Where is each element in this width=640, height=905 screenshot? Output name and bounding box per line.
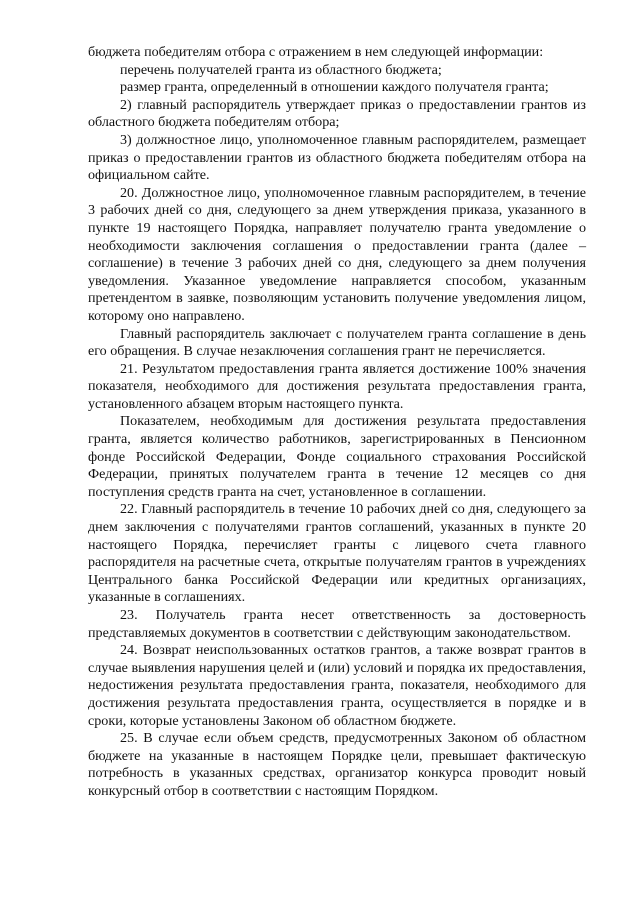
paragraph-clause-24: 24. Возврат неиспользованных остатков грантов, а также возврат грантов в случае выявления нарушения целей и (или) условий и порядка их предоставления, недостижения результата предоставления гранта, показателя, необходимого для достижения результата предоставления гранта, осуществляется в порядке и в сроки, которые установлены Законом об областном бюджете. bbox=[88, 642, 586, 729]
paragraph-clause-21: 21. Результатом предоставления гранта является достижение 100% значения показателя, необходимого для достижения результата предоставления гранта, установленного абзацем вторым настоящего пункта. bbox=[88, 360, 586, 412]
paragraph-clause-22: 22. Главный распорядитель в течение 10 рабочих дней со дня, следующего за днем заключения с получателями грантов соглашений, указанных в пункте 20 настоящего Порядка, перечисляет гранты с лицевого счета главного распорядителя на расчетные счета, открытые получателям грантов в учреждениях Центрального банка Российской Федерации или кредитных организациях, указанные в соглашениях. bbox=[88, 501, 586, 606]
paragraph-clause-20: 20. Должностное лицо, уполномоченное главным распорядителем, в течение 3 рабочих дней со дня, следующего за днем утверждения приказа, указанного в пункте 19 настоящего Порядка, направляет получателю гранта уведомление о необходимости заключения соглашения о предоставлении гранта (далее – соглашение) в течение 3 рабочих дней со дня, следующего за днем получения уведомления. Указанное уведомление направляется способом, указанным претендентом в заявке, позволяющим установить получение уведомления лицом, которому оно направлено. bbox=[88, 184, 586, 324]
paragraph-list-recipients: перечень получателей гранта из областного бюджета; bbox=[120, 61, 442, 78]
paragraph-grant-size: размер гранта, определенный в отношении каждого получателя гранта; bbox=[120, 79, 549, 96]
paragraph-clause-20-agreement: Главный распорядитель заключает с получателем гранта соглашение в день его обращения. В случае незаключения соглашения грант не перечисляется. bbox=[88, 325, 586, 360]
paragraph-item-2: 2) главный распорядитель утверждает приказ о предоставлении грантов из областного бюджета победителям отбора; bbox=[88, 96, 586, 131]
paragraph-clause-23: 23. Получатель гранта несет ответственность за достоверность представляемых документов в соответствии с действующим законодательством. bbox=[88, 607, 586, 641]
document-page bbox=[88, 44, 586, 801]
paragraph-continuation: бюджета победителям отбора с отражением в нем следующей информации: bbox=[88, 44, 544, 60]
paragraph-clause-21-indicator: Показателем, необходимым для достижения результата предоставления гранта, является количество работников, зарегистрированных в Пенсионном фонде Российской Федерации, Фонде социального страхования Российской Федерации, принятых получателем гранта в течение 12 месяцев со дня поступления средств гранта на счет, установленное в соглашении. bbox=[88, 413, 586, 500]
paragraph-item-3: 3) должностное лицо, уполномоченное главным распорядителем, размещает приказ о предоставлении грантов из областного бюджета победителям отбора на официальном сайте. bbox=[88, 131, 586, 184]
paragraph-clause-25: 25. В случае если объем средств, предусмотренных Законом об областном бюджете на указанные в настоящем Порядке цели, превышает фактическую потребность в указанных средствах, организатор конкурса проводит новый конкурсный отбор в соответствии с настоящим Порядком. bbox=[88, 730, 586, 799]
